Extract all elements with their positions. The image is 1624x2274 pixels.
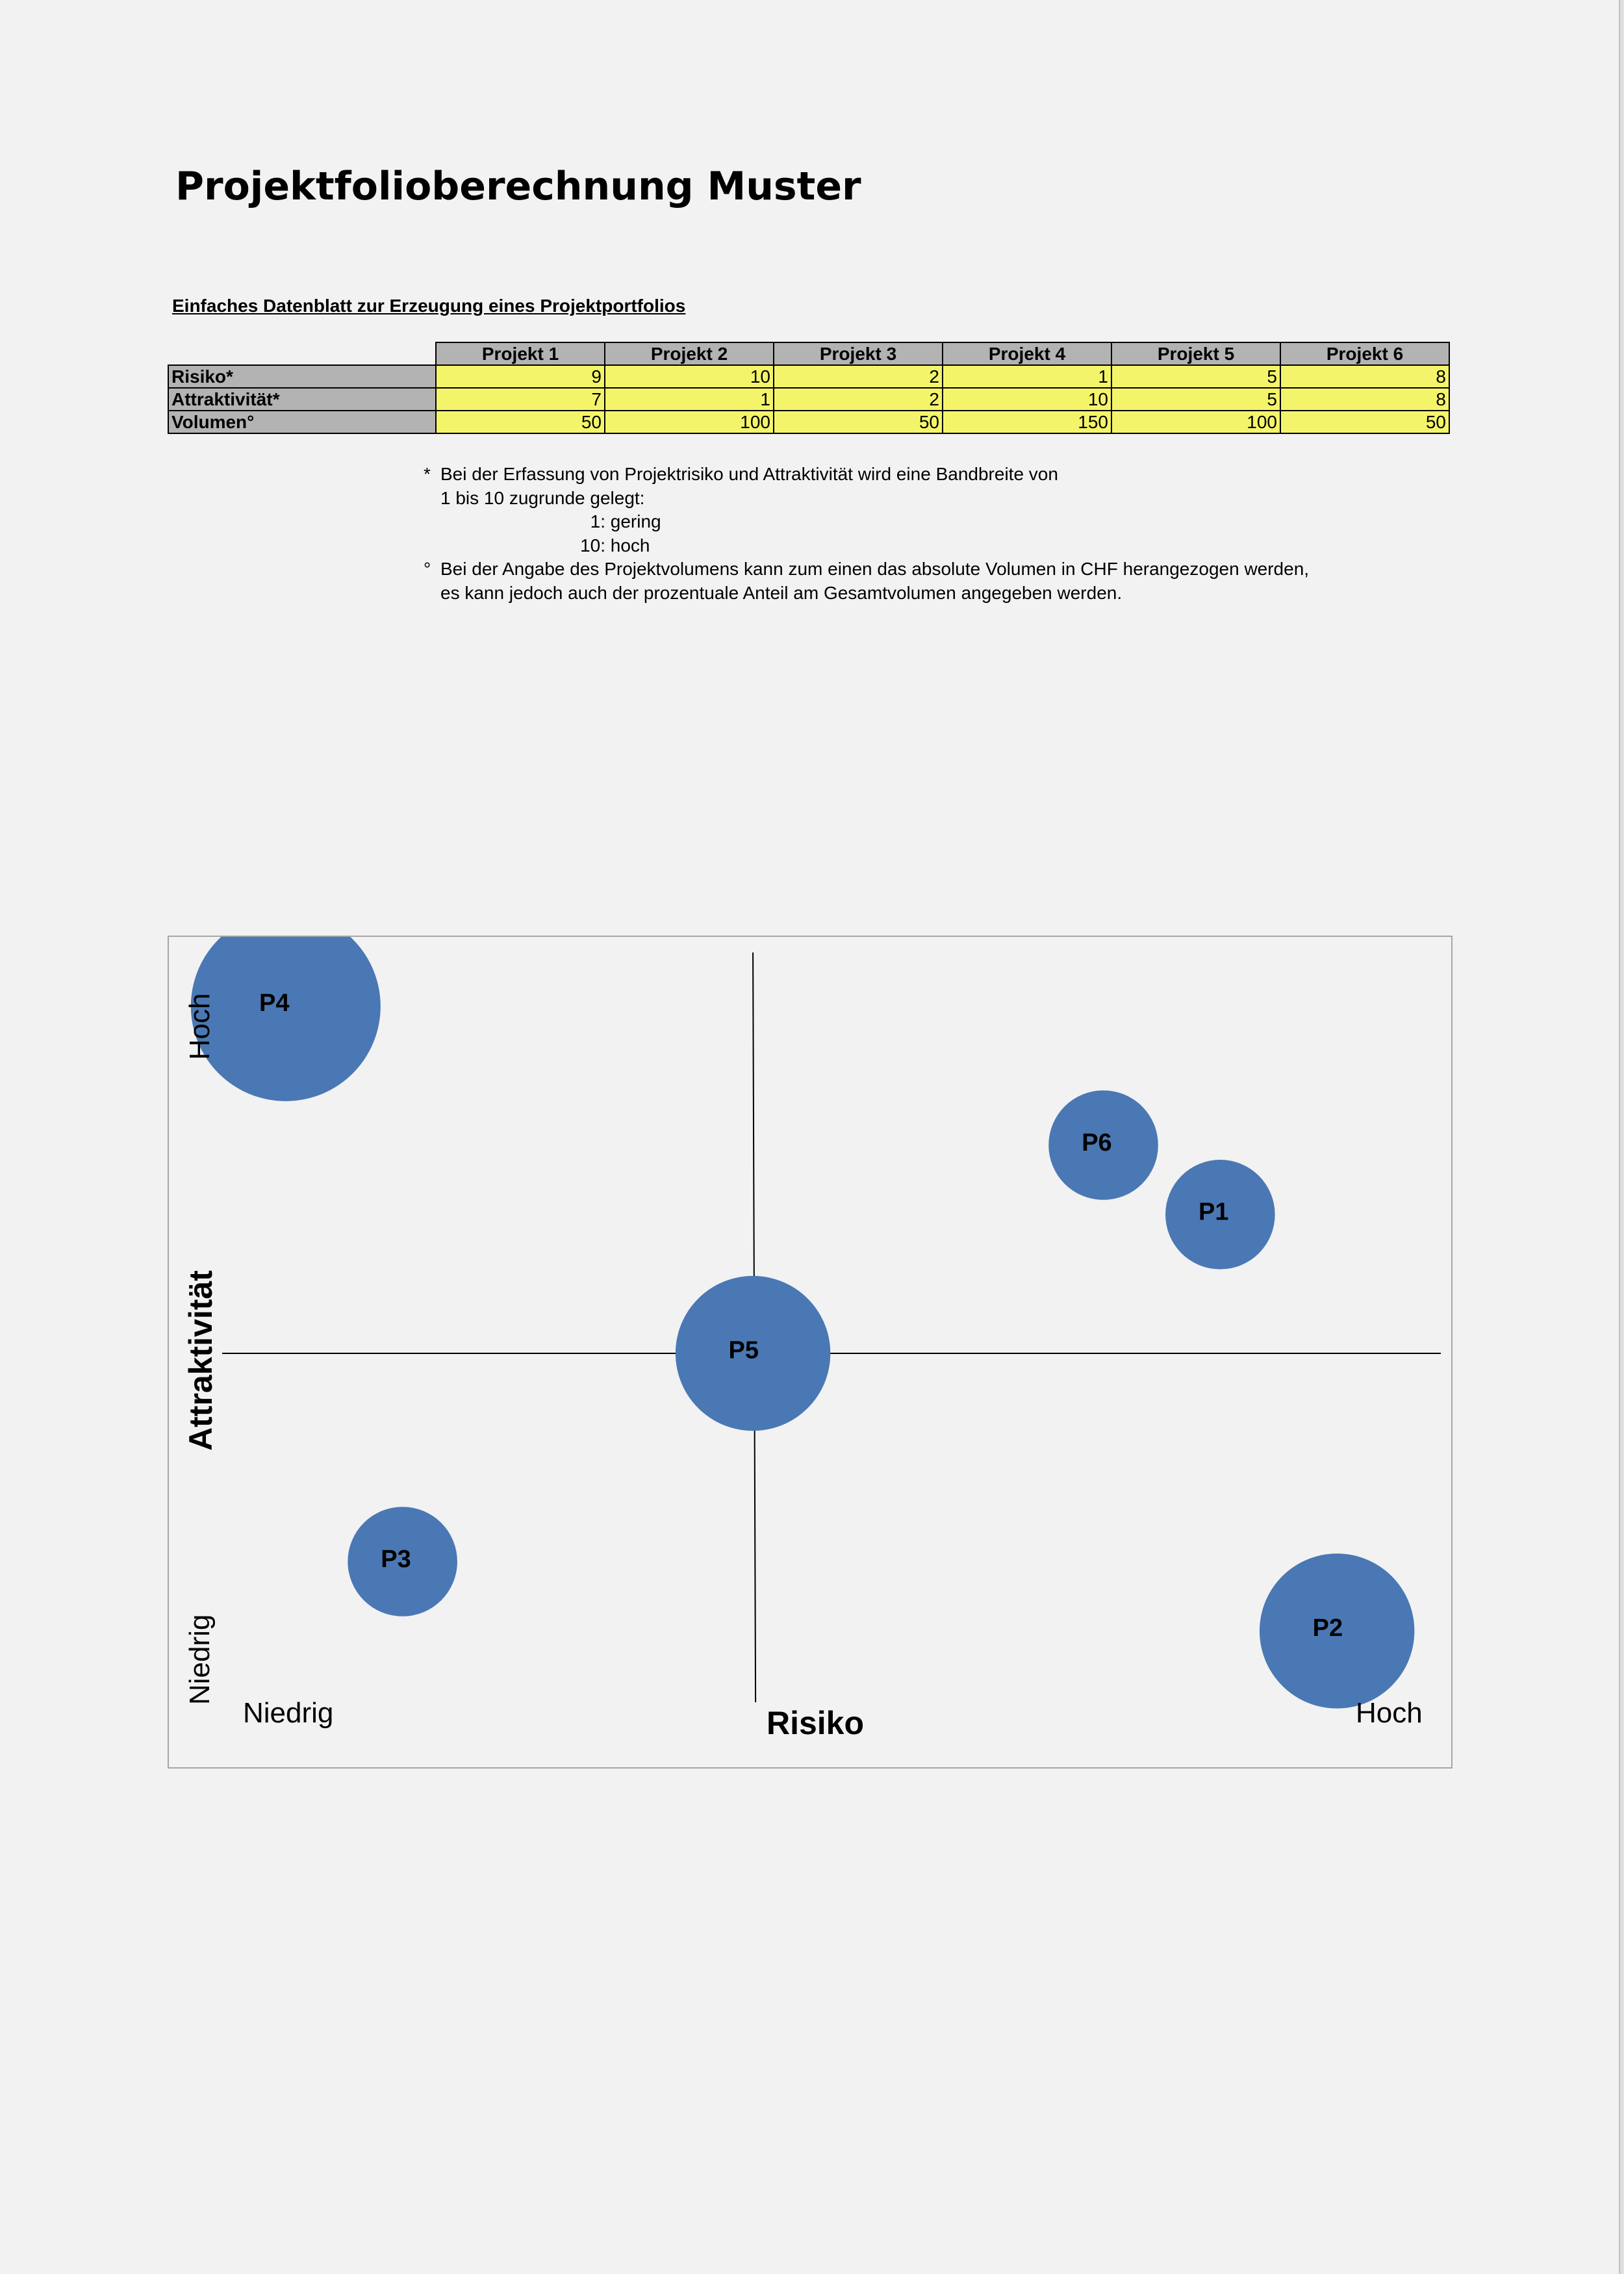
row-label: Volumen°	[168, 411, 436, 433]
footnote-text: Bei der Erfassung von Projektrisiko und Attraktivität wird eine Bandbreite von	[440, 464, 1058, 484]
bubble-layer	[191, 937, 1415, 1709]
x-axis-title: Risiko	[766, 1705, 865, 1741]
table-row-volumen	[168, 411, 1449, 433]
footnote-text: Bei der Angabe des Projektvolumens kann zum einen das absolute Volumen in CHF herangezogen werden,	[440, 559, 1310, 579]
scale-level-number: 1:	[590, 511, 605, 531]
y-axis-low-label: Niedrig	[184, 1614, 216, 1705]
table-cell[interactable]: 50	[436, 411, 605, 433]
table-row-attraktivitaet	[168, 388, 1449, 411]
table-cell[interactable]: 100	[1111, 411, 1280, 433]
column-header: Projekt 3	[774, 342, 943, 365]
footnote-degree-continued	[424, 581, 1398, 606]
table-cell[interactable]: 5	[1111, 365, 1280, 388]
table-cell[interactable]: 8	[1280, 365, 1449, 388]
scale-level-number: 10:	[580, 535, 605, 556]
scale-level-high	[424, 534, 1398, 558]
column-header: Projekt 6	[1280, 342, 1449, 365]
bubble-label-p2: P2	[1312, 1614, 1343, 1642]
table-cell[interactable]: 10	[943, 388, 1111, 411]
row-label: Risiko*	[168, 365, 436, 388]
column-header: Projekt 5	[1111, 342, 1280, 365]
table-cell[interactable]: 10	[605, 365, 774, 388]
column-header: Projekt 1	[436, 342, 605, 365]
row-label: Attraktivität*	[168, 388, 436, 411]
footnote-degree	[424, 557, 1398, 581]
table-cell[interactable]: 2	[774, 388, 943, 411]
footnote-text: 1 bis 10 zugrunde gelegt:	[440, 487, 645, 508]
table-cell[interactable]: 2	[774, 365, 943, 388]
table-cell[interactable]: 50	[774, 411, 943, 433]
scale-level-text: gering	[610, 511, 661, 531]
portfolio-chart-svg	[169, 937, 1454, 1770]
bubble-p4	[191, 937, 381, 1101]
footnote-marker-degree: °	[424, 559, 431, 579]
table-cell[interactable]: 150	[943, 411, 1111, 433]
table-cell[interactable]: 1	[943, 365, 1111, 388]
scale-level-text: hoch	[610, 535, 650, 556]
page-title: Projektfolioberechnung Muster	[175, 164, 861, 209]
table-header-row	[168, 342, 1449, 365]
footnote-star	[424, 463, 1398, 487]
scale-level-low	[424, 510, 1398, 534]
bubble-label-p1: P1	[1199, 1198, 1229, 1226]
bubble-label-p5: P5	[728, 1336, 759, 1364]
column-header: Projekt 4	[943, 342, 1111, 365]
table-caption: Einfaches Datenblatt zur Erzeugung eines Projektportfolios	[172, 296, 686, 316]
portfolio-chart	[168, 936, 1453, 1769]
table-row-risiko	[168, 365, 1449, 388]
footnote-text: es kann jedoch auch der prozentuale Anteil am Gesamtvolumen angegeben werden.	[440, 582, 1123, 603]
page-edge	[1619, 0, 1624, 2274]
table-cell[interactable]: 1	[605, 388, 774, 411]
table-cell[interactable]: 100	[605, 411, 774, 433]
footnote-star-continued	[424, 487, 1398, 511]
y-axis-high-label: Hoch	[184, 993, 216, 1060]
table-cell[interactable]: 7	[436, 388, 605, 411]
bubble-label-p4: P4	[259, 989, 290, 1017]
footnote-marker-star: *	[424, 464, 431, 484]
table-cell[interactable]: 5	[1111, 388, 1280, 411]
column-header: Projekt 2	[605, 342, 774, 365]
y-axis-title: Attraktivität	[183, 1270, 219, 1451]
x-axis-high-label: Hoch	[1356, 1697, 1423, 1729]
table-cell[interactable]: 50	[1280, 411, 1449, 433]
table-cell[interactable]: 9	[436, 365, 605, 388]
x-axis-low-label: Niedrig	[243, 1697, 334, 1729]
bubble-label-p3: P3	[381, 1545, 411, 1573]
footnotes	[424, 463, 1398, 605]
data-table	[168, 342, 1450, 434]
bubble-label-p6: P6	[1082, 1129, 1112, 1156]
header-spacer	[168, 342, 436, 365]
table-cell[interactable]: 8	[1280, 388, 1449, 411]
